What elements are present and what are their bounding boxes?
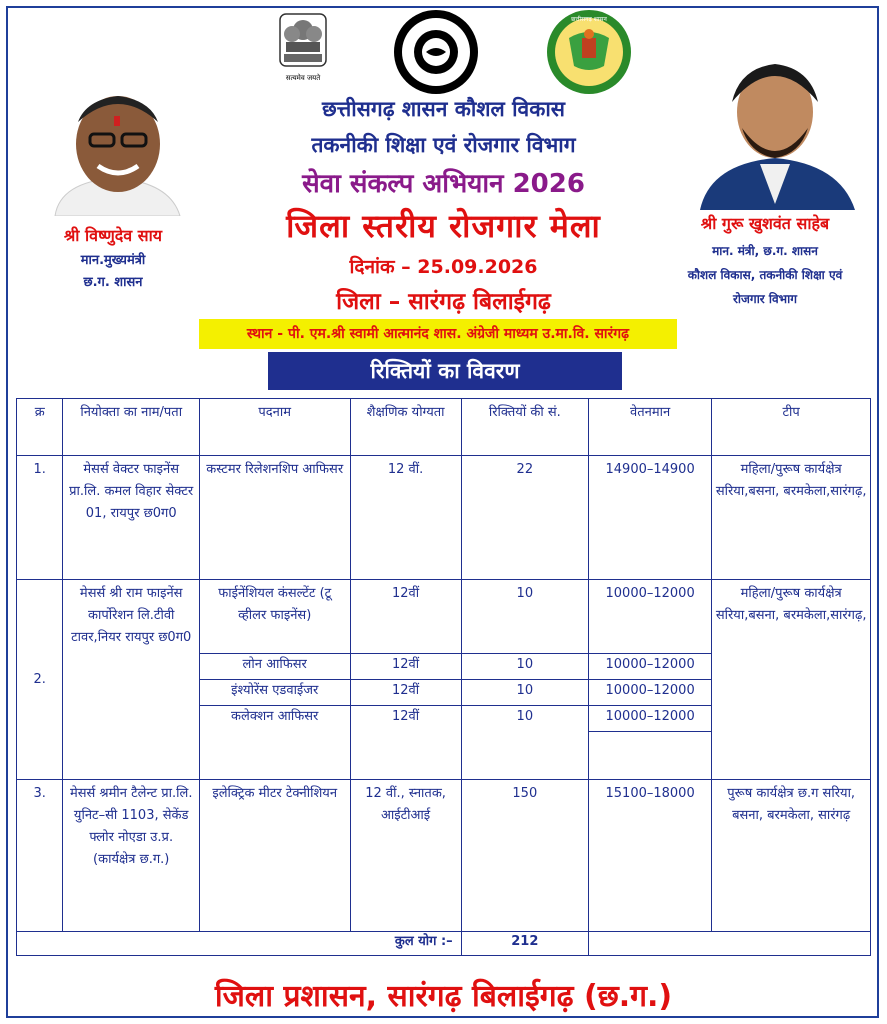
row-qualification: 12 वीं., स्नातक, आईटीआई (350, 780, 461, 932)
row-salary: 15100–18000 (588, 780, 711, 932)
row-salary: 10000–12000 (588, 706, 711, 732)
total-value: 212 (461, 932, 588, 956)
row-employer: मेसर्स श्रमीन टैलेन्ट प्रा.लि. युनिट–सी 1103, सेकेंड फ्लोर नोएडा उ.प्र. (कार्यक्षेत्र छ.ग.) (63, 780, 199, 932)
row-salary: 10000–12000 (588, 580, 711, 654)
row-employer: मेसर्स श्री राम फाइनेंस कार्पोरेशन लि.टीवी टावर,नियर रायपुर छ0ग0 (63, 580, 199, 780)
row-qualification: 12वीं (350, 654, 461, 680)
table-header-row (17, 399, 871, 456)
row-vacancies: 10 (461, 580, 588, 654)
footer-administration: जिला प्रशासन, सारंगढ़ बिलाईगढ़ (छ.ग.) (214, 979, 673, 1014)
table-row (17, 580, 871, 654)
total-label: कुल योग :– (17, 932, 462, 956)
spacer-cell (350, 732, 461, 780)
row-vacancies: 22 (461, 456, 588, 580)
row-note: महिला/पुरूष कार्यक्षेत्र सरिया,बसना, बरमकेला,सारंगढ़, (712, 456, 871, 580)
row-post: फाईनेंशियल कंसल्टेंट (टू व्हीलर फाइनेंस) (199, 580, 350, 654)
left-person-title1: मान.मुख्यमंत्री (80, 253, 146, 268)
row-vacancies: 10 (461, 680, 588, 706)
chhattisgarh-logo (544, 8, 634, 96)
table-row (17, 780, 871, 932)
vacancy-table (16, 398, 871, 956)
cg-logo-text: छत्तीसगढ़ शासन (571, 16, 607, 23)
employment-seal (392, 8, 480, 96)
row-vacancies: 10 (461, 654, 588, 680)
row-salary: 14900–14900 (588, 456, 711, 580)
left-person-name: श्री विष्णुदेव साय (63, 226, 162, 245)
table-total-row (17, 932, 871, 956)
row-post: इंश्योरेंस एडवाईजर (199, 680, 350, 706)
row-qualification: 12वीं (350, 706, 461, 732)
row-note: पुरूष कार्यक्षेत्र छ.ग सरिया, बसना, बरमकेला, सारंगढ़ (712, 780, 871, 932)
row-employer: मेसर्स वेक्टर फाइनेंस प्रा.लि. कमल विहार सेक्टर 01, रायपुर छ0ग0 (63, 456, 199, 580)
row-post: कलेक्शन आफिसर (199, 706, 350, 732)
right-person-title2: कौशल विकास, तकनीकी शिक्षा एवं (687, 268, 843, 282)
row-sno: 2. (17, 580, 63, 780)
header-vacancies: रिक्तियों की सं. (461, 399, 588, 456)
event-date: दिनांक – 25.09.2026 (349, 256, 538, 278)
spacer-cell (199, 732, 350, 780)
header-qualification: शैक्षणिक योग्यता (350, 399, 461, 456)
national-emblem (272, 8, 334, 92)
row-vacancies: 150 (461, 780, 588, 932)
header-sno: क्र (17, 399, 63, 456)
total-empty (588, 932, 870, 956)
right-person-title3: रोजगार विभाग (733, 292, 797, 306)
left-person-title2: छ.ग. शासन (83, 275, 143, 290)
row-salary: 10000–12000 (588, 654, 711, 680)
row-sno: 3. (17, 780, 63, 932)
header-employer: नियोक्ता का नाम/पता (63, 399, 199, 456)
event-venue: स्थान - पी. एम.श्री स्वामी आत्मानंद शास. अंग्रेजी माध्यम उ.मा.वि. सारंगढ़ (199, 319, 677, 349)
event-district: जिला – सारंगढ़ बिलाईगढ़ (336, 289, 551, 315)
right-person-name: श्री गुरू खुशवंत साहेब (700, 214, 830, 233)
campaign-title: सेवा संकल्प अभियान 2026 (302, 169, 585, 199)
right-person-title1: मान. मंत्री, छ.ग. शासन (712, 244, 818, 258)
row-post: इलेक्ट्रिक मीटर टेक्नीशियन (199, 780, 350, 932)
row-salary: 10000–12000 (588, 680, 711, 706)
emblem-motto: सत्यमेव जयते (285, 74, 321, 82)
header-salary: वेतनमान (588, 399, 711, 456)
row-qualification: 12वीं (350, 580, 461, 654)
row-qualification: 12वीं (350, 680, 461, 706)
row-note: महिला/पुरूष कार्यक्षेत्र सरिया,बसना, बरमकेला,सारंगढ़, (712, 580, 871, 780)
row-qualification: 12 वीं. (350, 456, 461, 580)
spacer-cell (461, 732, 588, 780)
row-post: लोन आफिसर (199, 654, 350, 680)
row-post: कस्टमर रिलेशनशिप आफिसर (199, 456, 350, 580)
event-title: जिला स्तरीय रोजगार मेला (286, 207, 601, 245)
row-sno: 1. (17, 456, 63, 580)
vacancy-heading: रिक्तियों का विवरण (268, 352, 622, 390)
spacer-cell (588, 732, 711, 780)
heading-department-line1: छत्तीसगढ़ शासन कौशल विकास (322, 97, 565, 121)
row-vacancies: 10 (461, 706, 588, 732)
heading-department-line2: तकनीकी शिक्षा एवं रोजगार विभाग (311, 133, 576, 157)
header-note: टीप (712, 399, 871, 456)
table-row (17, 456, 871, 580)
header-post: पदनाम (199, 399, 350, 456)
